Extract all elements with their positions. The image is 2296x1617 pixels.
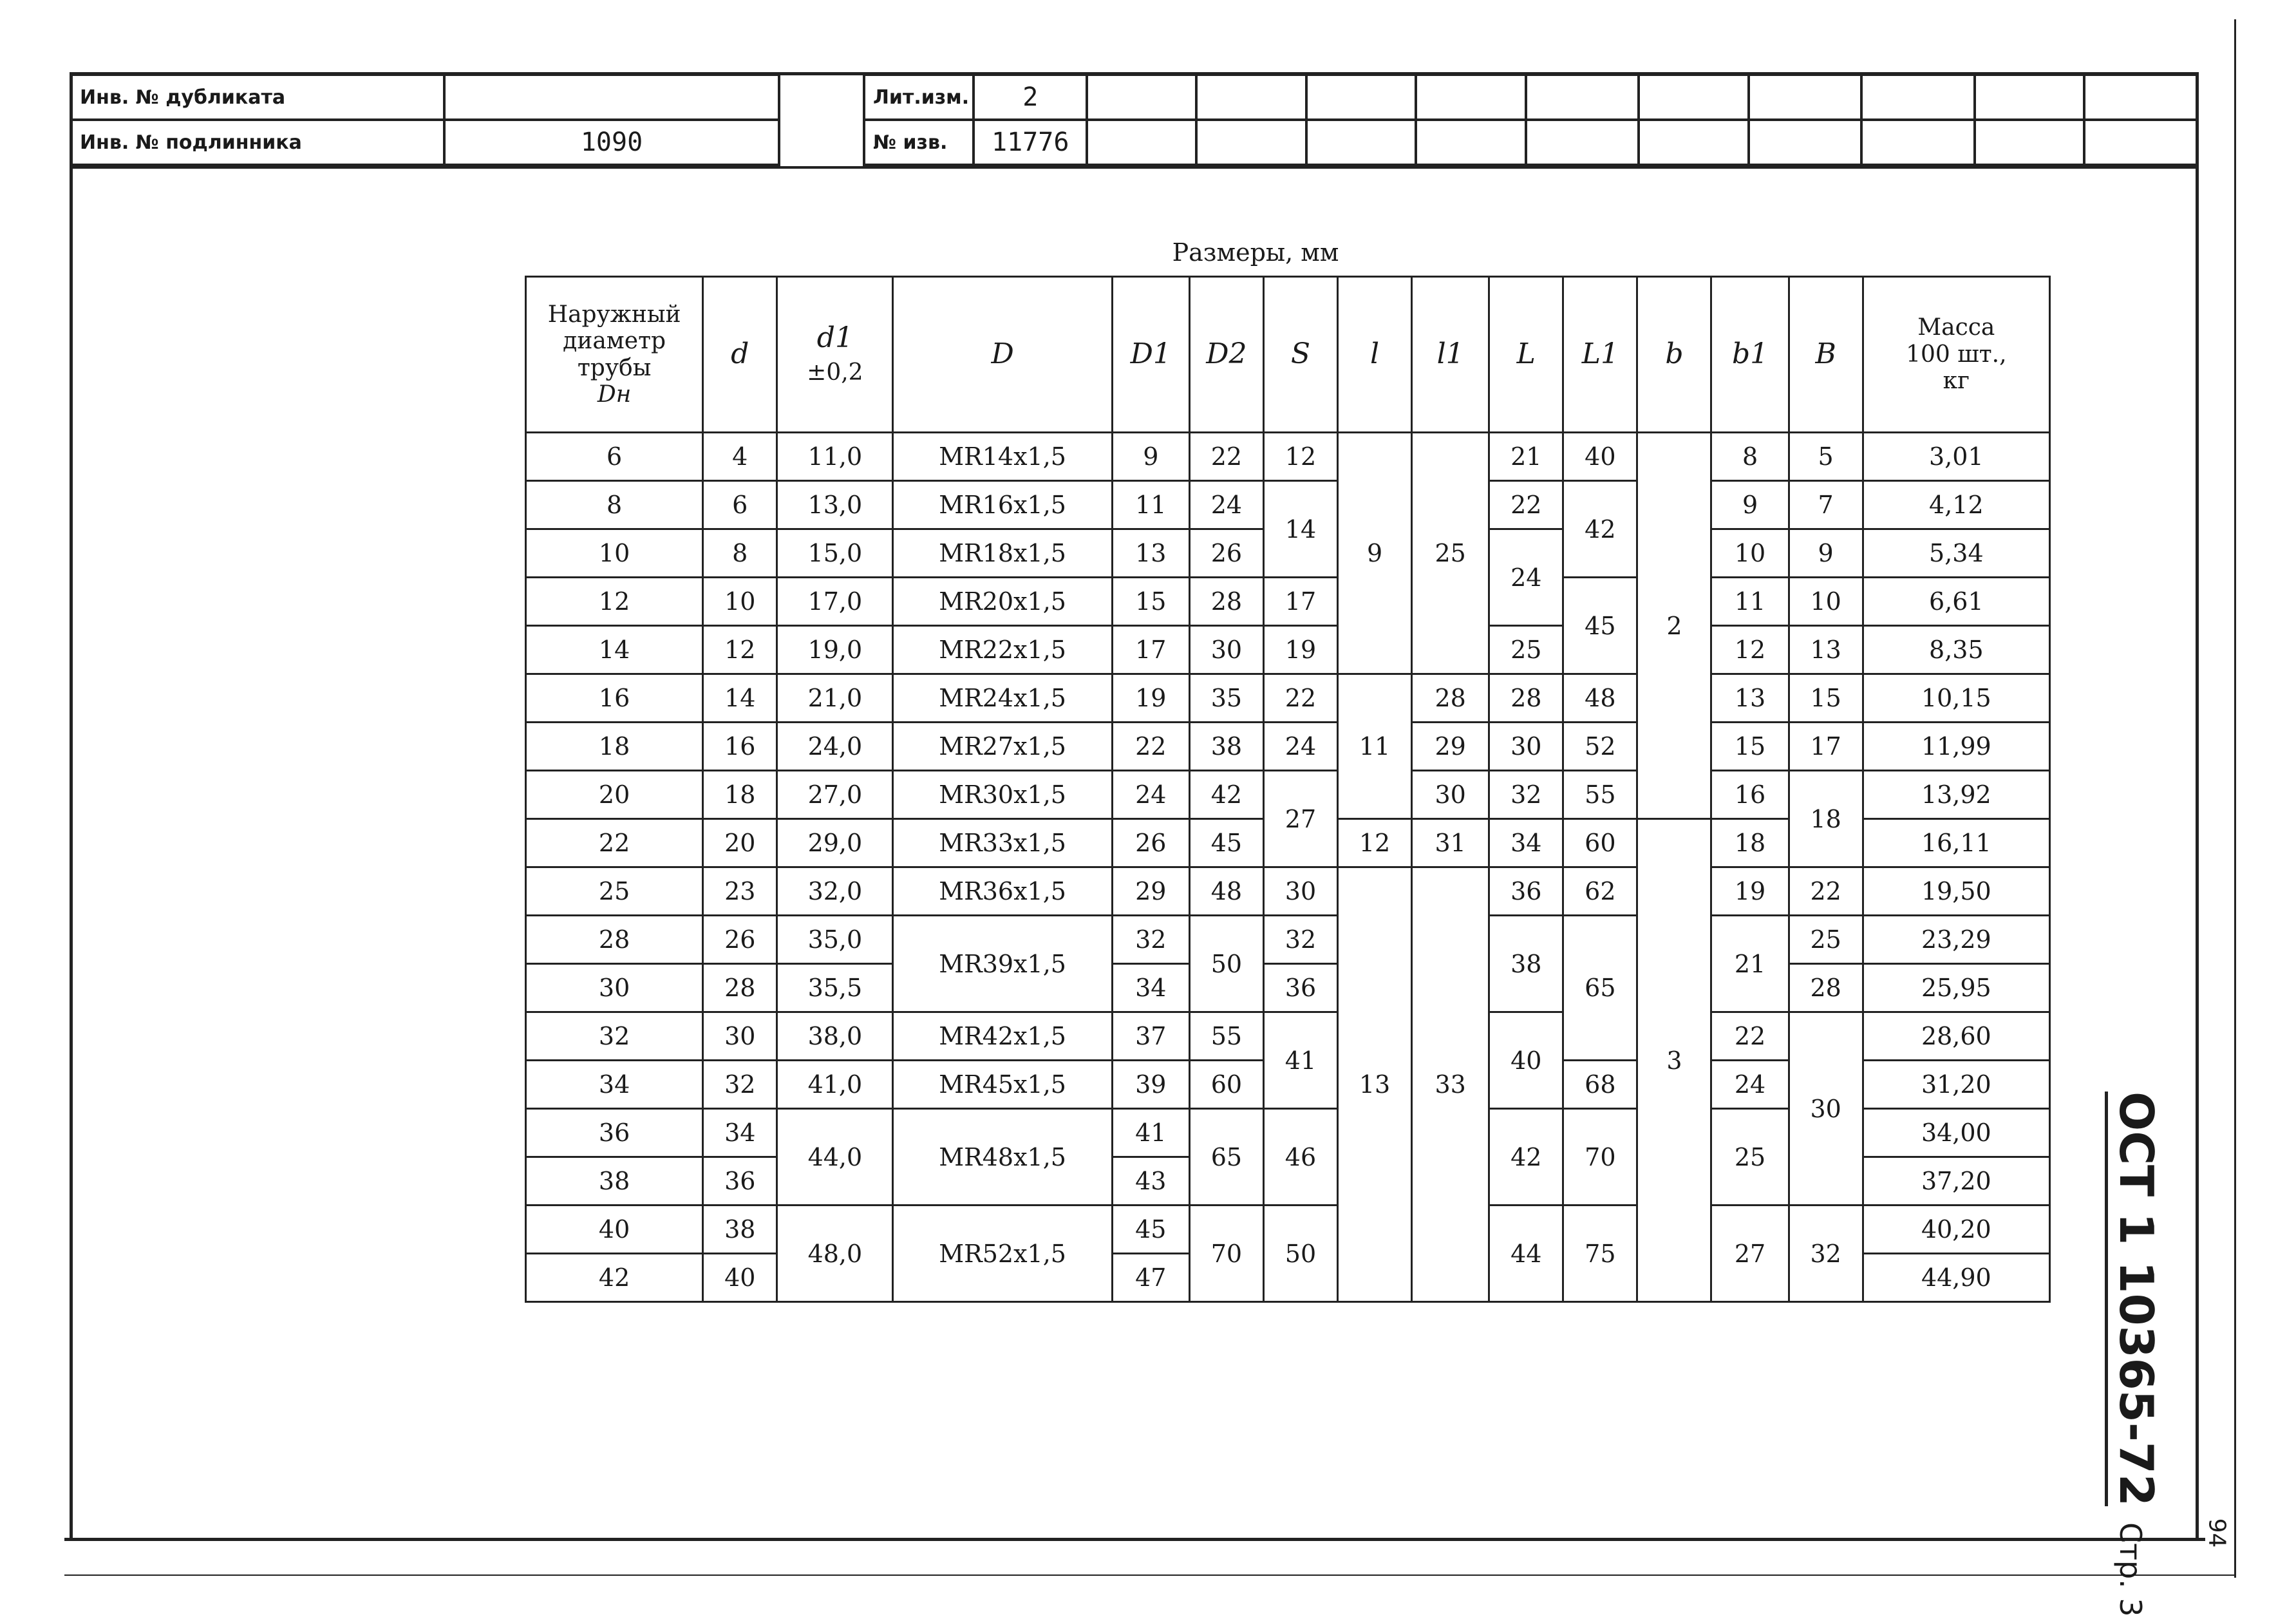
cell-B: 22 <box>1789 867 1863 916</box>
cell-mass: 5,34 <box>1863 529 2049 578</box>
header-d1 <box>777 277 893 433</box>
cell-d1: 24,0 <box>777 723 893 771</box>
cell-L1: 70 <box>1563 1109 1637 1206</box>
cell-D2: 50 <box>1189 916 1263 1012</box>
stamp-revision <box>863 73 2199 166</box>
cell-dn: 30 <box>526 964 703 1012</box>
frame-right-line <box>2196 72 2199 1540</box>
standard-code: ОСТ 1 10365-72 <box>2105 1092 2163 1506</box>
cell-D2: 55 <box>1189 1012 1263 1061</box>
cell-D1: 41 <box>1112 1109 1189 1157</box>
table-row <box>526 771 2050 819</box>
cell-L: 38 <box>1489 916 1563 1012</box>
cell-d: 38 <box>703 1206 777 1254</box>
stamp-change-value: 2 <box>974 75 1087 120</box>
cell-L1: 40 <box>1563 433 1637 481</box>
cell-b1: 19 <box>1711 867 1789 916</box>
frame-left-line <box>70 72 73 1540</box>
header-B: B <box>1789 277 1863 433</box>
cell-d: 40 <box>703 1254 777 1302</box>
cell-mass: 31,20 <box>1863 1061 2049 1109</box>
cell-D1: 9 <box>1112 433 1189 481</box>
cell-D2: 26 <box>1189 529 1263 578</box>
cell-b1: 24 <box>1711 1061 1789 1109</box>
cell-mass: 23,29 <box>1863 916 2049 964</box>
dimensions-table <box>525 276 2051 1303</box>
cell-L: 42 <box>1489 1109 1563 1206</box>
header-D1: D1 <box>1112 277 1189 433</box>
sheet-number: 94 <box>2203 1518 2230 1548</box>
header-l1: l1 <box>1412 277 1489 433</box>
cell-dn: 28 <box>526 916 703 964</box>
cell-dn: 42 <box>526 1254 703 1302</box>
cell-dn: 16 <box>526 674 703 723</box>
cell-d: 32 <box>703 1061 777 1109</box>
cell-D: MR22x1,5 <box>893 626 1112 674</box>
cell-b1: 16 <box>1711 771 1789 819</box>
cell-L1: 45 <box>1563 578 1637 674</box>
cell-D2: 70 <box>1189 1206 1263 1302</box>
cell-l1: 29 <box>1412 723 1489 771</box>
header-b: b <box>1637 277 1711 433</box>
table-row <box>526 674 2050 723</box>
table-row <box>526 916 2050 964</box>
cell-l: 12 <box>1338 819 1412 867</box>
table-row <box>526 1206 2050 1254</box>
cell-D1: 17 <box>1112 626 1189 674</box>
header-dn-line3: трубы <box>577 354 652 381</box>
cell-dn: 6 <box>526 433 703 481</box>
cell-b1: 25 <box>1711 1109 1789 1206</box>
cell-dn: 40 <box>526 1206 703 1254</box>
cell-B: 7 <box>1789 481 1863 529</box>
cell-L1: 60 <box>1563 819 1637 867</box>
cell-D1: 29 <box>1112 867 1189 916</box>
cell-d: 26 <box>703 916 777 964</box>
table-row <box>526 481 2050 529</box>
cell-D2: 28 <box>1189 578 1263 626</box>
header-outer-diameter <box>526 277 703 433</box>
cell-D: MR24x1,5 <box>893 674 1112 723</box>
cell-dn: 38 <box>526 1157 703 1206</box>
cell-b1: 8 <box>1711 433 1789 481</box>
cell-mass: 40,20 <box>1863 1206 2049 1254</box>
cell-d: 30 <box>703 1012 777 1061</box>
header-dn-line1: Наружный <box>547 301 681 328</box>
cell-S: 12 <box>1263 433 1337 481</box>
header-mass-line1: Масса <box>1917 314 1995 341</box>
cell-b1: 9 <box>1711 481 1789 529</box>
cell-d1: 27,0 <box>777 771 893 819</box>
cell-S: 24 <box>1263 723 1337 771</box>
cell-D: MR52x1,5 <box>893 1206 1112 1302</box>
cell-L: 24 <box>1489 529 1563 626</box>
header-dn-line2: диаметр <box>563 328 666 355</box>
cell-b1: 15 <box>1711 723 1789 771</box>
cell-mass: 28,60 <box>1863 1012 2049 1061</box>
cell-L1: 75 <box>1563 1206 1637 1302</box>
cell-d1: 35,0 <box>777 916 893 964</box>
cell-S: 41 <box>1263 1012 1337 1109</box>
cell-D: MR27x1,5 <box>893 723 1112 771</box>
cell-L1: 55 <box>1563 771 1637 819</box>
cell-mass: 19,50 <box>1863 867 2049 916</box>
table-row <box>526 964 2050 1012</box>
cell-l1: 33 <box>1412 867 1489 1302</box>
cell-d1: 32,0 <box>777 867 893 916</box>
cell-d: 8 <box>703 529 777 578</box>
cell-S: 17 <box>1263 578 1337 626</box>
cell-D2: 30 <box>1189 626 1263 674</box>
cell-b: 3 <box>1637 819 1711 1302</box>
cell-d: 6 <box>703 481 777 529</box>
cell-dn: 34 <box>526 1061 703 1109</box>
cell-L1: 48 <box>1563 674 1637 723</box>
header-b1: b1 <box>1711 277 1789 433</box>
cell-L: 32 <box>1489 771 1563 819</box>
cell-dn: 36 <box>526 1109 703 1157</box>
cell-mass: 3,01 <box>1863 433 2049 481</box>
cell-mass: 10,15 <box>1863 674 2049 723</box>
cell-l1: 25 <box>1412 433 1489 674</box>
cell-B: 13 <box>1789 626 1863 674</box>
cell-mass: 13,92 <box>1863 771 2049 819</box>
cell-D1: 39 <box>1112 1061 1189 1109</box>
cell-B: 10 <box>1789 578 1863 626</box>
cell-D2: 22 <box>1189 433 1263 481</box>
cell-L: 25 <box>1489 626 1563 674</box>
cell-L1: 42 <box>1563 481 1637 578</box>
cell-b1: 22 <box>1711 1012 1789 1061</box>
cell-l1: 31 <box>1412 819 1489 867</box>
cell-S: 27 <box>1263 771 1337 867</box>
cell-mass: 8,35 <box>1863 626 2049 674</box>
cell-L: 28 <box>1489 674 1563 723</box>
stamp-original-value: 1090 <box>444 120 779 165</box>
cell-L1: 65 <box>1563 916 1637 1061</box>
cell-B: 17 <box>1789 723 1863 771</box>
cell-D: MR33x1,5 <box>893 819 1112 867</box>
cell-b1: 27 <box>1711 1206 1789 1302</box>
cell-D1: 43 <box>1112 1157 1189 1206</box>
cell-D2: 38 <box>1189 723 1263 771</box>
cell-d: 16 <box>703 723 777 771</box>
cell-d1: 48,0 <box>777 1206 893 1302</box>
cell-l1: 30 <box>1412 771 1489 819</box>
cell-D: MR39x1,5 <box>893 916 1112 1012</box>
cell-D1: 47 <box>1112 1254 1189 1302</box>
cell-D1: 15 <box>1112 578 1189 626</box>
header-S: S <box>1263 277 1337 433</box>
stamp-inventory <box>70 73 780 166</box>
header-l: l <box>1338 277 1412 433</box>
cell-dn: 18 <box>526 723 703 771</box>
cell-B: 25 <box>1789 916 1863 964</box>
cell-D: MR45x1,5 <box>893 1061 1112 1109</box>
table-row <box>526 1012 2050 1061</box>
cell-d1: 41,0 <box>777 1061 893 1109</box>
cell-d1: 11,0 <box>777 433 893 481</box>
cell-S: 46 <box>1263 1109 1337 1206</box>
cell-d1: 44,0 <box>777 1109 893 1206</box>
cell-D2: 42 <box>1189 771 1263 819</box>
cell-d1: 13,0 <box>777 481 893 529</box>
cell-S: 50 <box>1263 1206 1337 1302</box>
cell-D2: 45 <box>1189 819 1263 867</box>
cell-B: 9 <box>1789 529 1863 578</box>
page-label: Стр. 3 <box>2113 1522 2148 1617</box>
cell-B: 32 <box>1789 1206 1863 1302</box>
stamp-change-label: Лит.изм. <box>864 75 974 120</box>
cell-d: 18 <box>703 771 777 819</box>
cell-B: 30 <box>1789 1012 1863 1206</box>
cell-L: 36 <box>1489 867 1563 916</box>
cell-d: 4 <box>703 433 777 481</box>
cell-dn: 14 <box>526 626 703 674</box>
header-L1: L1 <box>1563 277 1637 433</box>
cell-b1: 12 <box>1711 626 1789 674</box>
cell-d: 36 <box>703 1157 777 1206</box>
cell-D2: 48 <box>1189 867 1263 916</box>
cell-d: 23 <box>703 867 777 916</box>
stamp-notice-label: № изв. <box>864 120 974 165</box>
cell-d: 10 <box>703 578 777 626</box>
cell-d1: 21,0 <box>777 674 893 723</box>
cell-d1: 38,0 <box>777 1012 893 1061</box>
table-row <box>526 626 2050 674</box>
stamp-duplicate-label: Инв. № дубликата <box>71 75 444 120</box>
cell-D1: 37 <box>1112 1012 1189 1061</box>
cell-mass: 44,90 <box>1863 1254 2049 1302</box>
table-row <box>526 867 2050 916</box>
cell-d: 34 <box>703 1109 777 1157</box>
cell-D1: 13 <box>1112 529 1189 578</box>
cell-d1: 35,5 <box>777 964 893 1012</box>
cell-dn: 25 <box>526 867 703 916</box>
cell-B: 5 <box>1789 433 1863 481</box>
table-row <box>526 578 2050 626</box>
cell-mass: 25,95 <box>1863 964 2049 1012</box>
cell-D2: 60 <box>1189 1061 1263 1109</box>
frame-stamp-bottom-line <box>71 166 2199 169</box>
cell-D1: 19 <box>1112 674 1189 723</box>
cell-mass: 34,00 <box>1863 1109 2049 1157</box>
cell-D2: 24 <box>1189 481 1263 529</box>
cell-b1: 18 <box>1711 819 1789 867</box>
cell-S: 30 <box>1263 867 1337 916</box>
sheet-bottom-edge-line <box>64 1574 2234 1576</box>
cell-D: MR16x1,5 <box>893 481 1112 529</box>
cell-dn: 32 <box>526 1012 703 1061</box>
cell-B: 28 <box>1789 964 1863 1012</box>
cell-L1: 52 <box>1563 723 1637 771</box>
cell-S: 22 <box>1263 674 1337 723</box>
header-L: L <box>1489 277 1563 433</box>
cell-dn: 12 <box>526 578 703 626</box>
cell-D: MR48x1,5 <box>893 1109 1112 1206</box>
cell-B: 18 <box>1789 771 1863 867</box>
stamp-duplicate-value <box>444 75 779 120</box>
cell-mass: 6,61 <box>1863 578 2049 626</box>
cell-mass: 4,12 <box>1863 481 2049 529</box>
header-D: D <box>893 277 1112 433</box>
cell-D1: 11 <box>1112 481 1189 529</box>
cell-L1: 68 <box>1563 1061 1637 1109</box>
cell-S: 14 <box>1263 481 1337 578</box>
cell-D: MR30x1,5 <box>893 771 1112 819</box>
cell-L1: 62 <box>1563 867 1637 916</box>
cell-D1: 34 <box>1112 964 1189 1012</box>
cell-D1: 32 <box>1112 916 1189 964</box>
cell-l: 11 <box>1338 674 1412 819</box>
cell-D: MR20x1,5 <box>893 578 1112 626</box>
cell-D: MR18x1,5 <box>893 529 1112 578</box>
cell-d1: 29,0 <box>777 819 893 867</box>
header-mass <box>1863 277 2049 433</box>
cell-B: 15 <box>1789 674 1863 723</box>
table-caption: Размеры, мм <box>1172 238 1339 267</box>
stamp-original-label: Инв. № подлинника <box>71 120 444 165</box>
cell-b1: 21 <box>1711 916 1789 1012</box>
cell-d: 28 <box>703 964 777 1012</box>
cell-l: 9 <box>1338 433 1412 674</box>
sheet-right-edge-line <box>2234 19 2236 1578</box>
cell-L: 40 <box>1489 1012 1563 1109</box>
cell-d: 12 <box>703 626 777 674</box>
standard-designation <box>2093 1092 2163 1617</box>
cell-S: 36 <box>1263 964 1337 1012</box>
cell-b1: 13 <box>1711 674 1789 723</box>
cell-D2: 35 <box>1189 674 1263 723</box>
header-d: d <box>703 277 777 433</box>
cell-D1: 26 <box>1112 819 1189 867</box>
stamp-notice-value: 11776 <box>974 120 1087 165</box>
cell-L: 30 <box>1489 723 1563 771</box>
cell-S: 19 <box>1263 626 1337 674</box>
cell-d1: 15,0 <box>777 529 893 578</box>
cell-dn: 22 <box>526 819 703 867</box>
cell-d: 20 <box>703 819 777 867</box>
header-mass-line2: 100 шт., <box>1906 341 2007 368</box>
cell-mass: 37,20 <box>1863 1157 2049 1206</box>
cell-S: 32 <box>1263 916 1337 964</box>
cell-mass: 16,11 <box>1863 819 2049 867</box>
cell-d: 14 <box>703 674 777 723</box>
cell-D: MR42x1,5 <box>893 1012 1112 1061</box>
cell-D: MR14x1,5 <box>893 433 1112 481</box>
cell-L: 34 <box>1489 819 1563 867</box>
cell-mass: 11,99 <box>1863 723 2049 771</box>
cell-D2: 65 <box>1189 1109 1263 1206</box>
cell-l: 13 <box>1338 867 1412 1302</box>
cell-L: 22 <box>1489 481 1563 529</box>
cell-l1: 28 <box>1412 674 1489 723</box>
table-row <box>526 723 2050 771</box>
header-d1-tolerance: ±0,2 <box>807 359 863 386</box>
cell-L: 44 <box>1489 1206 1563 1302</box>
cell-D: MR36x1,5 <box>893 867 1112 916</box>
cell-D1: 45 <box>1112 1206 1189 1254</box>
header-dn-symbol: Dн <box>597 381 632 408</box>
cell-L: 21 <box>1489 433 1563 481</box>
cell-d1: 17,0 <box>777 578 893 626</box>
cell-D1: 24 <box>1112 771 1189 819</box>
cell-D1: 22 <box>1112 723 1189 771</box>
cell-b1: 11 <box>1711 578 1789 626</box>
table-row <box>526 433 2050 481</box>
cell-dn: 10 <box>526 529 703 578</box>
header-D2: D2 <box>1189 277 1263 433</box>
cell-d1: 19,0 <box>777 626 893 674</box>
cell-b: 2 <box>1637 433 1711 819</box>
cell-b1: 10 <box>1711 529 1789 578</box>
cell-dn: 20 <box>526 771 703 819</box>
cell-dn: 8 <box>526 481 703 529</box>
header-d1-symbol: d1 <box>816 321 853 354</box>
frame-bottom-line <box>64 1538 2205 1541</box>
header-mass-line3: кг <box>1943 368 1970 395</box>
